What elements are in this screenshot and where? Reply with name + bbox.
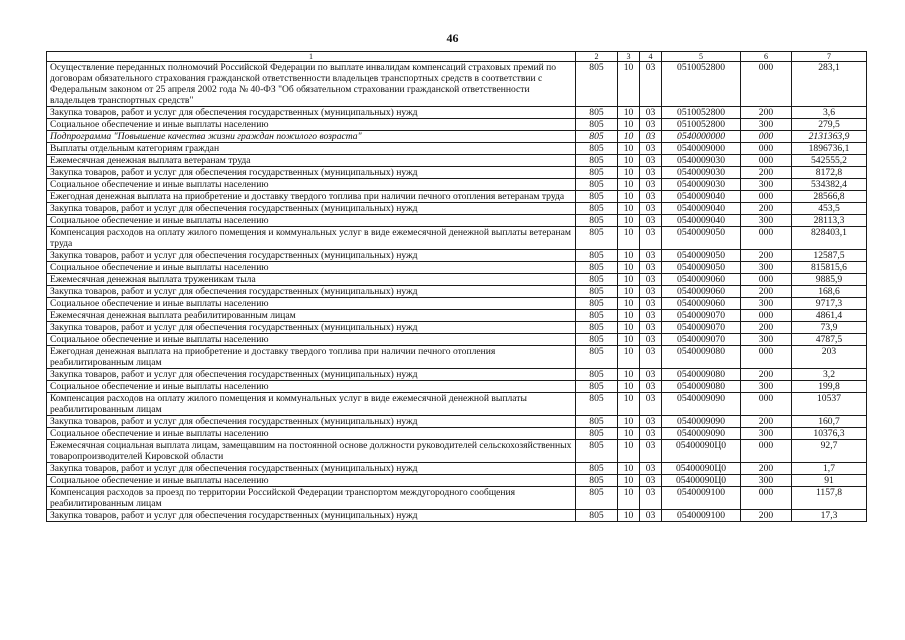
row-amount: 92,7	[792, 440, 867, 463]
row-description: Закупка товаров, работ и услуг для обеспечения государственных (муниципальных) нужд	[47, 250, 576, 262]
row-subsection: 03	[640, 322, 662, 334]
row-ministry-code: 805	[576, 179, 618, 191]
table-row	[47, 179, 867, 191]
row-subsection: 03	[640, 510, 662, 522]
row-subsection: 03	[640, 463, 662, 475]
row-subsection: 03	[640, 369, 662, 381]
row-description: Закупка товаров, работ и услуг для обеспечения государственных (муниципальных) нужд	[47, 463, 576, 475]
row-expense-type: 300	[741, 381, 792, 393]
table-row	[47, 215, 867, 227]
row-section: 10	[618, 227, 640, 250]
row-expense-type: 300	[741, 215, 792, 227]
row-section: 10	[618, 428, 640, 440]
table-row	[47, 393, 867, 416]
column-header: 7	[792, 52, 867, 62]
row-description: Ежемесячная денежная выплата ветеранам труда	[47, 155, 576, 167]
row-subsection: 03	[640, 475, 662, 487]
row-amount: 453,5	[792, 203, 867, 215]
table-row	[47, 274, 867, 286]
row-amount: 3,6	[792, 107, 867, 119]
table-row	[47, 369, 867, 381]
column-header: 6	[741, 52, 792, 62]
row-expense-type: 300	[741, 428, 792, 440]
column-number-row	[47, 52, 867, 62]
row-description: Социальное обеспечение и иные выплаты населению	[47, 119, 576, 131]
row-subsection: 03	[640, 203, 662, 215]
row-subsection: 03	[640, 143, 662, 155]
row-expense-type: 200	[741, 322, 792, 334]
row-description: Социальное обеспечение и иные выплаты населению	[47, 215, 576, 227]
row-subsection: 03	[640, 487, 662, 510]
row-description: Ежемесячная денежная выплата реабилитированным лицам	[47, 310, 576, 322]
row-amount: 2131363,9	[792, 131, 867, 143]
row-section: 10	[618, 62, 640, 107]
row-section: 10	[618, 167, 640, 179]
row-expense-type: 300	[741, 334, 792, 346]
table-row	[47, 475, 867, 487]
row-target-article: 0540009090	[662, 428, 741, 440]
row-ministry-code: 805	[576, 274, 618, 286]
row-subsection: 03	[640, 416, 662, 428]
row-amount: 91	[792, 475, 867, 487]
row-expense-type: 200	[741, 250, 792, 262]
row-amount: 10537	[792, 393, 867, 416]
row-description: Закупка товаров, работ и услуг для обеспечения государственных (муниципальных) нужд	[47, 416, 576, 428]
row-ministry-code: 805	[576, 191, 618, 203]
page-number: 46	[446, 31, 459, 45]
row-section: 10	[618, 203, 640, 215]
table-row	[47, 250, 867, 262]
row-section: 10	[618, 215, 640, 227]
row-expense-type: 000	[741, 131, 792, 143]
table-row	[47, 191, 867, 203]
row-target-article: 0540009100	[662, 510, 741, 522]
row-amount: 168,6	[792, 286, 867, 298]
row-subsection: 03	[640, 167, 662, 179]
table-row	[47, 131, 867, 143]
row-ministry-code: 805	[576, 334, 618, 346]
row-expense-type: 300	[741, 475, 792, 487]
row-target-article: 0540009090	[662, 416, 741, 428]
row-description: Закупка товаров, работ и услуг для обеспечения государственных (муниципальных) нужд	[47, 167, 576, 179]
table-row	[47, 155, 867, 167]
row-target-article: 05400090Ц0	[662, 463, 741, 475]
row-section: 10	[618, 475, 640, 487]
row-section: 10	[618, 440, 640, 463]
row-amount: 1157,8	[792, 487, 867, 510]
table-row	[47, 322, 867, 334]
row-subsection: 03	[640, 310, 662, 322]
row-ministry-code: 805	[576, 428, 618, 440]
row-description: Ежегодная денежная выплата на приобретение и доставку твердого топлива при наличии печного отопления ветеранам труда	[47, 191, 576, 203]
row-subsection: 03	[640, 274, 662, 286]
table-row	[47, 227, 867, 250]
row-ministry-code: 805	[576, 167, 618, 179]
row-subsection: 03	[640, 393, 662, 416]
row-ministry-code: 805	[576, 440, 618, 463]
row-section: 10	[618, 262, 640, 274]
row-subsection: 03	[640, 346, 662, 369]
row-description: Социальное обеспечение и иные выплаты населению	[47, 428, 576, 440]
row-amount: 160,7	[792, 416, 867, 428]
row-description: Подпрограмма "Повышение качества жизни граждан пожилого возраста"	[47, 131, 576, 143]
row-amount: 4861,4	[792, 310, 867, 322]
row-expense-type: 200	[741, 167, 792, 179]
row-expense-type: 300	[741, 119, 792, 131]
row-expense-type: 000	[741, 487, 792, 510]
row-subsection: 03	[640, 440, 662, 463]
row-ministry-code: 805	[576, 62, 618, 107]
row-description: Социальное обеспечение и иные выплаты населению	[47, 179, 576, 191]
row-subsection: 03	[640, 250, 662, 262]
row-section: 10	[618, 274, 640, 286]
row-expense-type: 000	[741, 440, 792, 463]
row-expense-type: 200	[741, 203, 792, 215]
row-target-article: 0540009060	[662, 274, 741, 286]
row-ministry-code: 805	[576, 463, 618, 475]
row-description: Компенсация расходов за проезд по территории Российской Федерации транспортом междугородного сообщения реабилитированным лицам	[47, 487, 576, 510]
row-section: 10	[618, 487, 640, 510]
row-section: 10	[618, 250, 640, 262]
row-target-article: 0540009080	[662, 369, 741, 381]
row-description: Социальное обеспечение и иные выплаты населению	[47, 475, 576, 487]
row-ministry-code: 805	[576, 322, 618, 334]
row-expense-type: 000	[741, 227, 792, 250]
row-target-article: 0540009070	[662, 334, 741, 346]
row-ministry-code: 805	[576, 381, 618, 393]
table-row	[47, 143, 867, 155]
row-amount: 279,5	[792, 119, 867, 131]
row-description: Социальное обеспечение и иные выплаты населению	[47, 298, 576, 310]
row-ministry-code: 805	[576, 107, 618, 119]
row-ministry-code: 805	[576, 510, 618, 522]
table-row	[47, 298, 867, 310]
row-amount: 73,9	[792, 322, 867, 334]
row-description: Ежемесячная денежная выплата труженикам тыла	[47, 274, 576, 286]
row-ministry-code: 805	[576, 310, 618, 322]
column-header: 4	[640, 52, 662, 62]
row-description: Закупка товаров, работ и услуг для обеспечения государственных (муниципальных) нужд	[47, 107, 576, 119]
row-description: Закупка товаров, работ и услуг для обеспечения государственных (муниципальных) нужд	[47, 286, 576, 298]
row-subsection: 03	[640, 334, 662, 346]
row-amount: 199,8	[792, 381, 867, 393]
row-section: 10	[618, 191, 640, 203]
row-target-article: 0540009070	[662, 322, 741, 334]
row-amount: 28113,3	[792, 215, 867, 227]
row-amount: 12587,5	[792, 250, 867, 262]
row-amount: 283,1	[792, 62, 867, 107]
row-amount: 1896736,1	[792, 143, 867, 155]
table-row	[47, 167, 867, 179]
row-section: 10	[618, 310, 640, 322]
row-section: 10	[618, 322, 640, 334]
row-target-article: 0540009000	[662, 143, 741, 155]
row-section: 10	[618, 286, 640, 298]
row-subsection: 03	[640, 428, 662, 440]
table-row	[47, 62, 867, 107]
row-section: 10	[618, 143, 640, 155]
row-description: Социальное обеспечение и иные выплаты населению	[47, 381, 576, 393]
row-description: Социальное обеспечение и иные выплаты населению	[47, 262, 576, 274]
row-amount: 3,2	[792, 369, 867, 381]
row-ministry-code: 805	[576, 393, 618, 416]
row-expense-type: 200	[741, 369, 792, 381]
row-amount: 4787,5	[792, 334, 867, 346]
row-amount: 203	[792, 346, 867, 369]
row-target-article: 0510052800	[662, 62, 741, 107]
row-target-article: 0540009060	[662, 298, 741, 310]
row-target-article: 0540009040	[662, 203, 741, 215]
row-subsection: 03	[640, 262, 662, 274]
row-description: Закупка товаров, работ и услуг для обеспечения государственных (муниципальных) нужд	[47, 369, 576, 381]
row-ministry-code: 805	[576, 298, 618, 310]
budget-table	[46, 51, 867, 522]
row-target-article: 0540009070	[662, 310, 741, 322]
row-subsection: 03	[640, 155, 662, 167]
row-section: 10	[618, 369, 640, 381]
row-ministry-code: 805	[576, 227, 618, 250]
row-description: Выплаты отдельным категориям граждан	[47, 143, 576, 155]
row-ministry-code: 805	[576, 487, 618, 510]
row-subsection: 03	[640, 215, 662, 227]
row-target-article: 0540009030	[662, 155, 741, 167]
row-subsection: 03	[640, 298, 662, 310]
row-description: Ежегодная денежная выплата на приобретение и доставку твердого топлива при наличии печного отопления реабилитированным лицам	[47, 346, 576, 369]
row-ministry-code: 805	[576, 143, 618, 155]
row-description: Ежемесячная социальная выплата лицам, замещавшим на постоянной основе должности руководителей сельскохозяйственных товаропроизводителей Кировской области	[47, 440, 576, 463]
row-ministry-code: 805	[576, 155, 618, 167]
row-expense-type: 000	[741, 346, 792, 369]
row-target-article: 0510052800	[662, 107, 741, 119]
row-ministry-code: 805	[576, 369, 618, 381]
row-target-article: 0540009050	[662, 250, 741, 262]
row-description: Компенсация расходов на оплату жилого помещения и коммунальных услуг в виде ежемесячной денежной выплаты ветеранам труда	[47, 227, 576, 250]
row-section: 10	[618, 298, 640, 310]
row-expense-type: 000	[741, 191, 792, 203]
row-expense-type: 000	[741, 143, 792, 155]
row-target-article: 0540009060	[662, 286, 741, 298]
row-description: Социальное обеспечение и иные выплаты населению	[47, 334, 576, 346]
table-row	[47, 487, 867, 510]
row-target-article: 0540009100	[662, 487, 741, 510]
table-row	[47, 262, 867, 274]
column-header: 2	[576, 52, 618, 62]
row-target-article: 0540000000	[662, 131, 741, 143]
row-amount: 815815,6	[792, 262, 867, 274]
row-subsection: 03	[640, 179, 662, 191]
row-subsection: 03	[640, 131, 662, 143]
row-description: Компенсация расходов на оплату жилого помещения и коммунальных услуг в виде ежемесячной денежной выплаты реабилитированным лицам	[47, 393, 576, 416]
row-subsection: 03	[640, 286, 662, 298]
row-description: Закупка товаров, работ и услуг для обеспечения государственных (муниципальных) нужд	[47, 510, 576, 522]
row-expense-type: 000	[741, 393, 792, 416]
table-row	[47, 381, 867, 393]
row-amount: 9885,9	[792, 274, 867, 286]
row-ministry-code: 805	[576, 475, 618, 487]
row-expense-type: 000	[741, 62, 792, 107]
row-target-article: 0540009080	[662, 381, 741, 393]
row-expense-type: 300	[741, 298, 792, 310]
row-expense-type: 300	[741, 179, 792, 191]
row-ministry-code: 805	[576, 416, 618, 428]
row-description: Осуществление переданных полномочий Российской Федерации по выплате инвалидам компенсаций страховых премий по договорам обязательного страхования гражданской ответственности владельцев транспортных средств в соответствии с Федеральным законом от 25 апреля 2002 года № 40-ФЗ "Об обязательном страховании гражданской ответственности владельцев транспортных средств"	[47, 62, 576, 107]
row-target-article: 0540009050	[662, 262, 741, 274]
row-expense-type: 200	[741, 510, 792, 522]
row-expense-type: 200	[741, 107, 792, 119]
table-row	[47, 463, 867, 475]
row-target-article: 0540009040	[662, 191, 741, 203]
row-amount: 534382,4	[792, 179, 867, 191]
table-row	[47, 107, 867, 119]
row-section: 10	[618, 393, 640, 416]
row-expense-type: 300	[741, 262, 792, 274]
row-section: 10	[618, 346, 640, 369]
row-ministry-code: 805	[576, 131, 618, 143]
table-row	[47, 203, 867, 215]
row-target-article: 0540009080	[662, 346, 741, 369]
row-ministry-code: 805	[576, 250, 618, 262]
table-row	[47, 310, 867, 322]
row-amount: 8172,8	[792, 167, 867, 179]
row-section: 10	[618, 119, 640, 131]
row-expense-type: 000	[741, 155, 792, 167]
row-amount: 1,7	[792, 463, 867, 475]
row-target-article: 0540009050	[662, 227, 741, 250]
row-subsection: 03	[640, 107, 662, 119]
row-target-article: 0510052800	[662, 119, 741, 131]
row-ministry-code: 805	[576, 346, 618, 369]
row-section: 10	[618, 155, 640, 167]
row-target-article: 0540009090	[662, 393, 741, 416]
row-target-article: 0540009030	[662, 179, 741, 191]
table-row	[47, 440, 867, 463]
table-row	[47, 119, 867, 131]
row-section: 10	[618, 381, 640, 393]
row-section: 10	[618, 510, 640, 522]
row-amount: 542555,2	[792, 155, 867, 167]
row-amount: 828403,1	[792, 227, 867, 250]
row-subsection: 03	[640, 62, 662, 107]
row-amount: 10376,3	[792, 428, 867, 440]
row-subsection: 03	[640, 227, 662, 250]
column-header: 1	[47, 52, 576, 62]
row-expense-type: 200	[741, 416, 792, 428]
row-section: 10	[618, 131, 640, 143]
row-section: 10	[618, 334, 640, 346]
column-header: 5	[662, 52, 741, 62]
row-ministry-code: 805	[576, 203, 618, 215]
row-section: 10	[618, 179, 640, 191]
row-subsection: 03	[640, 119, 662, 131]
row-target-article: 05400090Ц0	[662, 440, 741, 463]
row-expense-type: 000	[741, 274, 792, 286]
row-description: Закупка товаров, работ и услуг для обеспечения государственных (муниципальных) нужд	[47, 203, 576, 215]
row-section: 10	[618, 107, 640, 119]
row-expense-type: 200	[741, 286, 792, 298]
row-description: Закупка товаров, работ и услуг для обеспечения государственных (муниципальных) нужд	[47, 322, 576, 334]
row-target-article: 05400090Ц0	[662, 475, 741, 487]
table-row	[47, 416, 867, 428]
row-expense-type: 000	[741, 310, 792, 322]
column-header: 3	[618, 52, 640, 62]
row-ministry-code: 805	[576, 119, 618, 131]
row-ministry-code: 805	[576, 286, 618, 298]
row-target-article: 0540009040	[662, 215, 741, 227]
row-section: 10	[618, 463, 640, 475]
row-subsection: 03	[640, 381, 662, 393]
table-row	[47, 510, 867, 522]
table-row	[47, 286, 867, 298]
row-subsection: 03	[640, 191, 662, 203]
table-row	[47, 346, 867, 369]
row-section: 10	[618, 416, 640, 428]
row-ministry-code: 805	[576, 262, 618, 274]
row-target-article: 0540009030	[662, 167, 741, 179]
row-amount: 9717,3	[792, 298, 867, 310]
row-amount: 28566,8	[792, 191, 867, 203]
table-row	[47, 428, 867, 440]
row-ministry-code: 805	[576, 215, 618, 227]
row-amount: 17,3	[792, 510, 867, 522]
table-row	[47, 334, 867, 346]
row-expense-type: 200	[741, 463, 792, 475]
